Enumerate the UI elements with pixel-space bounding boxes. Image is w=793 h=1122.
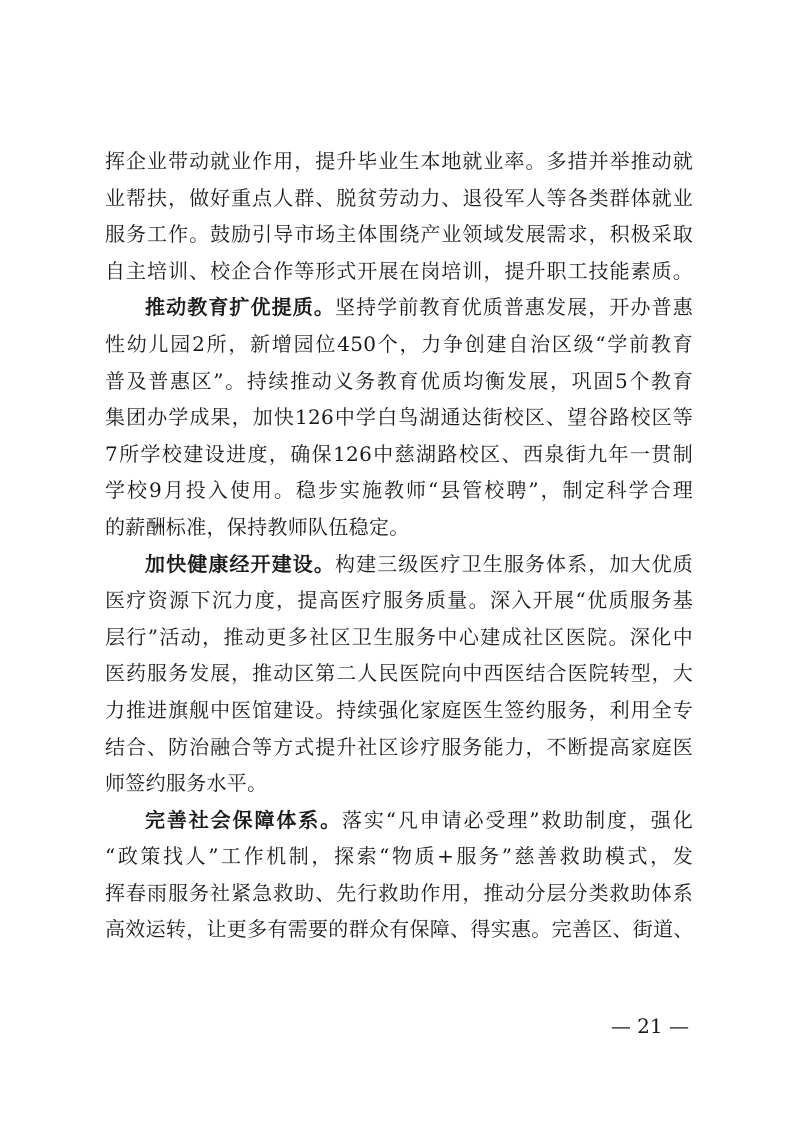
text-line: 服务工作。鼓励引导市场主体围绕产业领域发展需求，积极采取	[105, 222, 693, 247]
text-run: 坚持学前教育优质普惠发展，开办普惠	[334, 295, 693, 320]
paragraph-first-line	[105, 546, 693, 583]
text-line: 业帮扶，做好重点人群、脱贫劳动力、退役军人等各类群体就业	[105, 185, 693, 210]
text-run: 落实“凡申请必受理”救助制度，强化	[342, 807, 693, 832]
text-line: 高效运转，让更多有需要的群众有保障、得实惠。完善区、街道、	[105, 917, 694, 942]
text-line: 集团办学成果，加快126中学白鸟湖通达街校区、望谷路校区等	[105, 405, 693, 430]
text-line: 力推进旗舰中医馆建设。持续强化家庭医生签约服务，利用全专	[105, 697, 693, 722]
body-text	[105, 143, 693, 948]
section-heading-education: 推动教育扩优提质。	[145, 295, 335, 320]
text-line: “政策找人”工作机制，探索“物质+服务”慈善救助模式，发	[105, 844, 693, 869]
text-line: 学校9月投入使用。稳步实施教师“县管校聘”，制定科学合理	[105, 478, 693, 503]
section-heading-social-security: 完善社会保障体系。	[145, 807, 343, 832]
page-number: — 21 —	[610, 1014, 689, 1038]
text-line: 师签约服务水平。	[105, 771, 268, 796]
paragraph-first-line	[105, 289, 693, 326]
text-line: 挥春雨服务社紧急救助、先行救助作用，推动分层分类救助体系	[105, 880, 693, 905]
text-line: 性幼儿园2所，新增园位450个，力争创建自治区级“学前教育	[105, 331, 693, 356]
text-line: 的薪酬标准，保持教师队伍稳定。	[105, 514, 410, 539]
text-line: 挥企业带动就业作用，提升毕业生本地就业率。多措并举推动就	[105, 149, 693, 173]
text-line: 7所学校建设进度，确保126中慈湖路校区、西泉街九年一贯制	[105, 441, 693, 466]
text-line: 结合、防治融合等方式提升社区诊疗服务能力，不断提高家庭医	[105, 734, 693, 759]
text-line: 医疗资源下沉力度，提高医疗服务质量。深入开展“优质服务基	[105, 588, 693, 613]
paragraph-first-line	[105, 802, 693, 839]
text-run: 构建三级医疗卫生服务体系，加大优质	[334, 551, 693, 576]
section-heading-health: 加快健康经开建设。	[145, 551, 335, 576]
text-line: 医药服务发展，推动区第二人民医院向中西医结合医院转型，大	[105, 661, 693, 686]
text-line: 自主培训、校企合作等形式开展在岗培训，提升职工技能素质。	[105, 258, 693, 283]
text-line: 普及普惠区”。持续推动义务教育优质均衡发展，巩固5个教育	[105, 368, 693, 393]
text-line: 层行”活动，推动更多社区卫生服务中心建成社区医院。深化中	[105, 624, 693, 649]
